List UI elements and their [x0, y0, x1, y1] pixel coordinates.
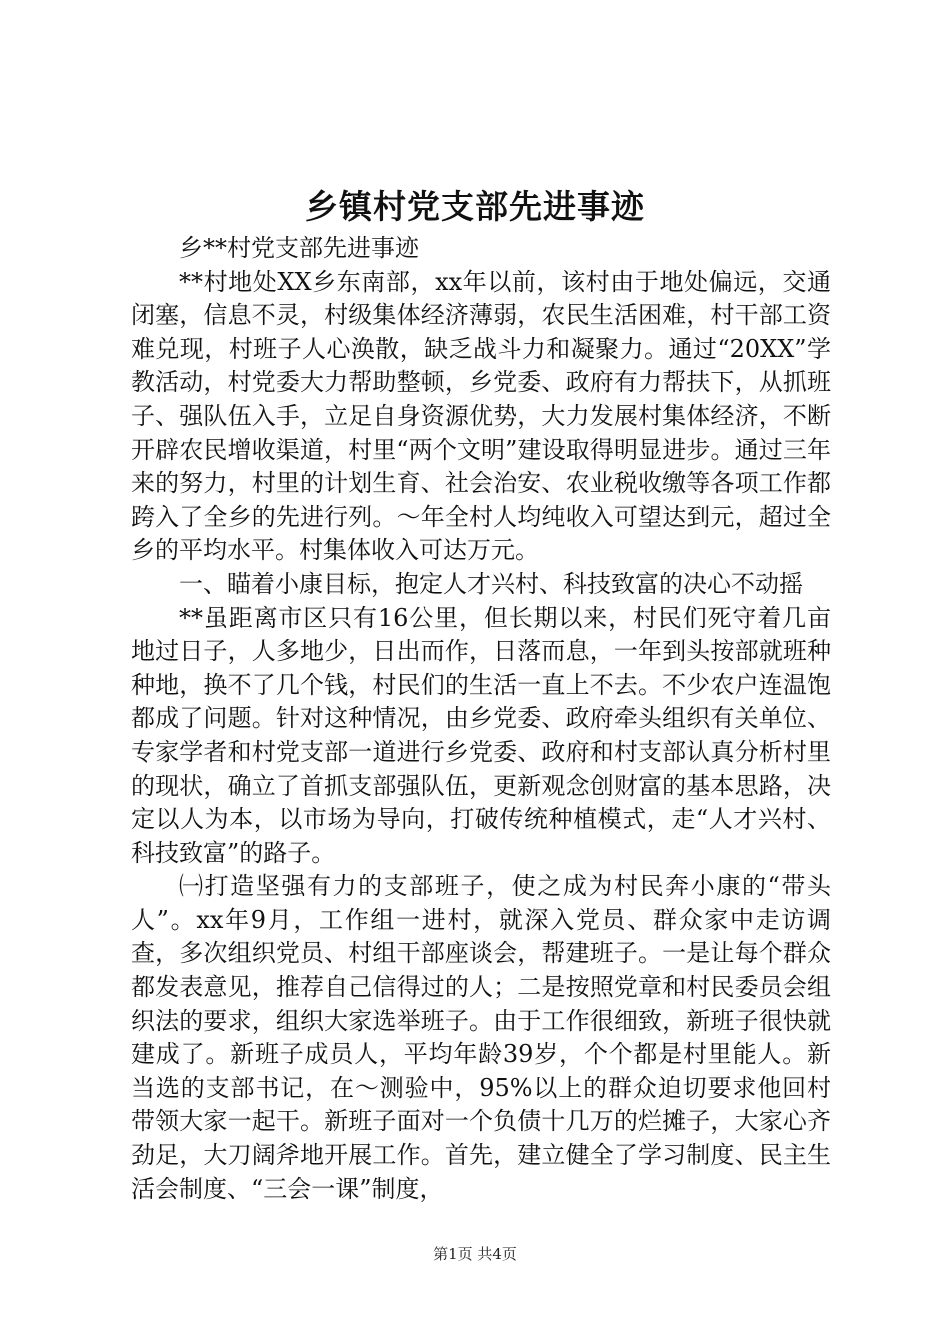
- paragraph-intro: **村地处XX乡东南部，xx年以前，该村由于地处偏远，交通闭塞，信息不灵，村级集体经济薄弱，农民生活困难，村干部工资难兑现，村班子人心涣散，缺乏战斗力和凝聚力。通过“20XX”学教活动，村党委大力帮助整顿，乡党委、政府有力帮扶下，从抓班子、强队伍入手，立足自身资源优势，大力发展村集体经济，不断开辟农民增收渠道，村里“两个文明”建设取得明显进步。通过三年来的努力，村里的计划生育、社会治安、农业税收缴等各项工作都跨入了全乡的先进行列。～年全村人均纯收入可望达到元，超过全乡的平均水平。村集体收入可达万元。: [131, 267, 831, 565]
- page-number-footer: 第1页 共4页: [433, 1245, 517, 1263]
- paragraph-subsection-1: ㈠打造坚强有力的支部班子，使之成为村民奔小康的“带头人”。xx年9月，工作组一进村，就深入党员、群众家中走访调查，多次组织党员、村组干部座谈会，帮建班子。一是让每个群众都发表意见，推荐自己信得过的人；二是按照党章和村民委员会组织法的要求，组织大家选举班子。由于工作很细致，新班子很快就建成了。新班子成员人，平均年龄39岁，个个都是村里能人。新当选的支部书记，在～测验中，95%以上的群众迫切要求他回村带领大家一起干。新班子面对一个负债十几万的烂摊子，大家心齐劲足，大刀阔斧地开展工作。首先，建立健全了学习制度、民主生活会制度、“三会一课”制度，: [131, 872, 831, 1203]
- document-body: [131, 232, 831, 1206]
- paragraph-subtitle: 乡**村党支部先进事迹: [179, 234, 419, 262]
- section-heading-1: 一、瞄着小康目标，抱定人才兴村、科技致富的决心不动摇: [179, 569, 803, 598]
- paragraph-section-1: **虽距离市区只有16公里，但长期以来，村民们死守着几亩地过日子，人多地少，日出而作，日落而息，一年到头按部就班种种地，换不了几个钱，村民们的生活一直上不去。不少农户连温饱都成了问题。针对这种情况，由乡党委、政府牵头组织有关单位、专家学者和村党支部一道进行乡党委、政府和村支部认真分析村里的现状，确立了首抓支部强队伍，更新观念创财富的基本思路，决定以人为本，以市场为导向，打破传统种植模式，走“人才兴村、科技致富”的路子。: [131, 603, 831, 867]
- document-title: 乡镇村党支部先进事迹: [305, 187, 645, 226]
